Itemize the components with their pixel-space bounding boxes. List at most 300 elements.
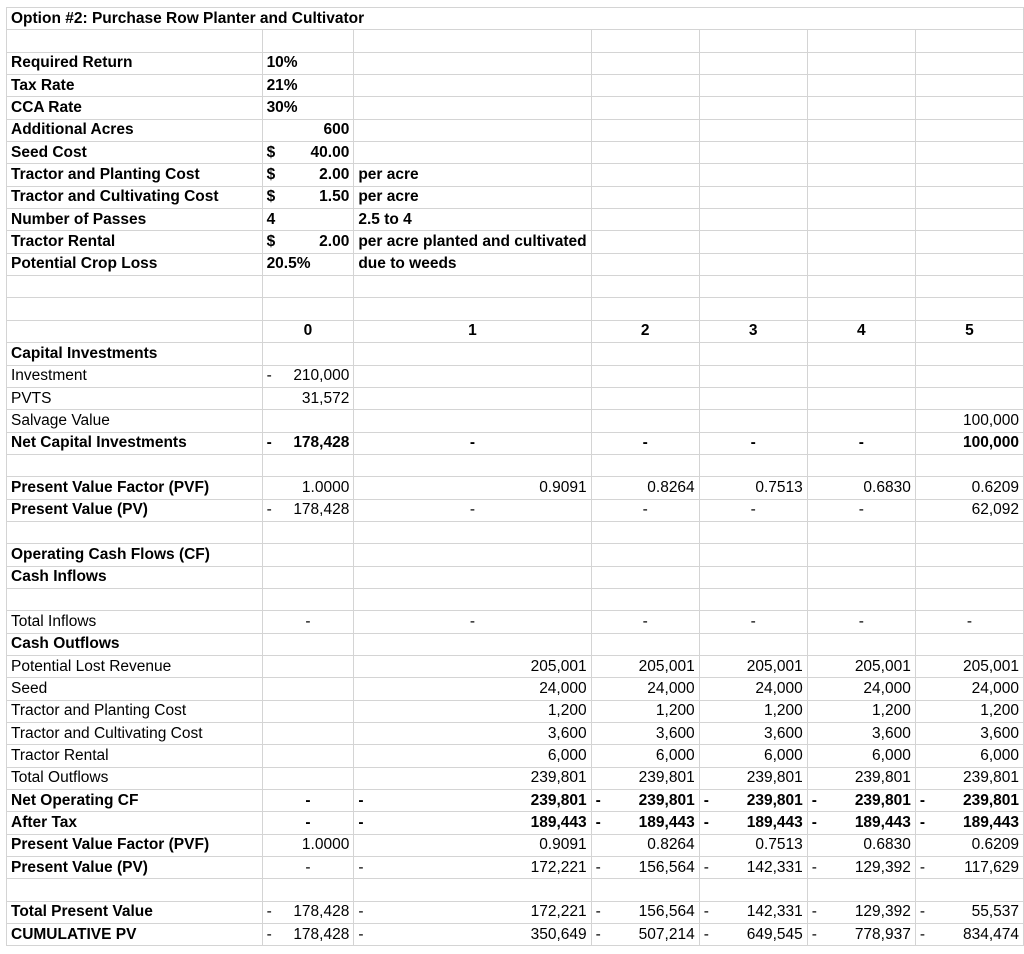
empty-cell[interactable]: [807, 544, 915, 566]
empty-cell[interactable]: [915, 544, 1023, 566]
cell-value: 142,331: [746, 903, 803, 921]
value-cell[interactable]: [699, 723, 807, 745]
empty-cell[interactable]: [699, 119, 807, 141]
value-cell[interactable]: [262, 767, 354, 789]
empty-cell[interactable]: [262, 298, 354, 320]
empty-cell[interactable]: [807, 343, 915, 365]
empty-cell[interactable]: [699, 521, 807, 543]
value-cell[interactable]: [807, 432, 915, 454]
cell-value: 100,000: [962, 434, 1019, 452]
value-cell[interactable]: [915, 745, 1023, 767]
value-cell[interactable]: [262, 901, 354, 923]
table-row: [7, 655, 1024, 677]
value-cell[interactable]: [262, 432, 354, 454]
value-cell[interactable]: [699, 477, 807, 499]
assumption-value[interactable]: [262, 97, 354, 119]
empty-cell[interactable]: [354, 544, 591, 566]
assumption-row: [7, 209, 1024, 231]
value-cell[interactable]: [262, 745, 354, 767]
value-cell[interactable]: [699, 678, 807, 700]
assumption-number: 40.00: [310, 143, 350, 161]
empty-cell[interactable]: [7, 454, 263, 476]
value-cell[interactable]: [591, 790, 699, 812]
value-cell[interactable]: [807, 499, 915, 521]
empty-cell[interactable]: [591, 97, 699, 119]
value-cell[interactable]: [591, 700, 699, 722]
value-cell[interactable]: [354, 901, 591, 923]
value-cell[interactable]: [262, 499, 354, 521]
empty-cell[interactable]: [591, 142, 699, 164]
table-row: [7, 700, 1024, 722]
blank-row: [7, 298, 1024, 320]
empty-cell[interactable]: [699, 30, 807, 52]
value-cell[interactable]: [591, 655, 699, 677]
empty-cell[interactable]: [807, 276, 915, 298]
value-cell[interactable]: [915, 410, 1023, 432]
section-header: Operating Cash Flows (CF): [7, 544, 263, 566]
empty-cell[interactable]: [915, 75, 1023, 97]
value-cell[interactable]: [807, 365, 915, 387]
cell-value: 142,331: [746, 858, 803, 876]
empty-cell[interactable]: [807, 231, 915, 253]
value-cell[interactable]: [262, 790, 354, 812]
value-cell[interactable]: [807, 812, 915, 834]
assumption-row: [7, 231, 1024, 253]
empty-cell[interactable]: [915, 253, 1023, 275]
assumption-label: Tractor Rental: [7, 231, 263, 253]
value-cell[interactable]: [354, 723, 591, 745]
empty-cell[interactable]: [354, 879, 591, 901]
negative-value: [267, 902, 350, 922]
row-label: After Tax: [7, 812, 263, 834]
value-cell[interactable]: [915, 678, 1023, 700]
value-cell[interactable]: [262, 655, 354, 677]
empty-cell[interactable]: [354, 142, 591, 164]
value-cell[interactable]: [699, 410, 807, 432]
value-cell[interactable]: [807, 790, 915, 812]
empty-cell[interactable]: [699, 454, 807, 476]
empty-cell[interactable]: [262, 588, 354, 610]
value-cell[interactable]: [699, 499, 807, 521]
negative-sign: -: [703, 858, 709, 876]
value-cell[interactable]: [807, 745, 915, 767]
value-cell[interactable]: [591, 812, 699, 834]
value-cell[interactable]: [591, 745, 699, 767]
empty-cell[interactable]: [915, 566, 1023, 588]
value-cell[interactable]: [807, 723, 915, 745]
empty-cell[interactable]: [262, 454, 354, 476]
value-cell[interactable]: [699, 834, 807, 856]
empty-cell[interactable]: [915, 298, 1023, 320]
empty-cell[interactable]: [591, 52, 699, 74]
empty-cell[interactable]: [7, 879, 263, 901]
assumption-label: Required Return: [7, 52, 263, 74]
value-cell[interactable]: [591, 432, 699, 454]
row-label: Total Inflows: [7, 611, 263, 633]
value-cell[interactable]: [915, 812, 1023, 834]
empty-cell[interactable]: [915, 164, 1023, 186]
assumption-value[interactable]: [262, 186, 354, 208]
empty-cell[interactable]: [699, 566, 807, 588]
value-cell[interactable]: [262, 723, 354, 745]
empty-cell[interactable]: [807, 298, 915, 320]
empty-cell[interactable]: [354, 588, 591, 610]
value-cell[interactable]: [354, 678, 591, 700]
assumption-value[interactable]: [262, 119, 354, 141]
empty-cell[interactable]: [699, 231, 807, 253]
value-cell[interactable]: [915, 432, 1023, 454]
empty-cell[interactable]: [262, 879, 354, 901]
empty-cell[interactable]: [262, 343, 354, 365]
value-cell[interactable]: [262, 678, 354, 700]
empty-cell[interactable]: [915, 633, 1023, 655]
table-row: [7, 857, 1024, 879]
empty-cell[interactable]: [354, 75, 591, 97]
empty-cell[interactable]: [354, 633, 591, 655]
empty-cell[interactable]: [262, 276, 354, 298]
empty-cell[interactable]: [354, 52, 591, 74]
value-cell[interactable]: [807, 857, 915, 879]
value-cell[interactable]: [262, 700, 354, 722]
empty-cell[interactable]: [699, 52, 807, 74]
cell-value: -: [305, 814, 311, 832]
empty-cell[interactable]: [591, 521, 699, 543]
value-cell[interactable]: [354, 857, 591, 879]
empty-cell[interactable]: [807, 521, 915, 543]
value-cell[interactable]: [354, 611, 591, 633]
empty-cell[interactable]: [262, 633, 354, 655]
value-cell[interactable]: [591, 901, 699, 923]
empty-cell[interactable]: [591, 253, 699, 275]
empty-cell[interactable]: [807, 633, 915, 655]
value-cell[interactable]: [354, 410, 591, 432]
empty-cell[interactable]: [807, 164, 915, 186]
empty-cell[interactable]: [915, 142, 1023, 164]
empty-cell[interactable]: [699, 75, 807, 97]
cell-value: 24,000: [539, 679, 587, 697]
value-cell[interactable]: [354, 745, 591, 767]
empty-cell[interactable]: [591, 879, 699, 901]
value-cell[interactable]: [699, 611, 807, 633]
value-cell[interactable]: [699, 857, 807, 879]
empty-cell[interactable]: [354, 97, 591, 119]
empty-cell[interactable]: [699, 186, 807, 208]
value-cell[interactable]: [354, 387, 591, 409]
assumption-value[interactable]: [262, 231, 354, 253]
empty-cell[interactable]: [591, 633, 699, 655]
empty-cell[interactable]: [699, 588, 807, 610]
value-cell[interactable]: [915, 924, 1023, 946]
cell-value: 3,600: [872, 724, 911, 742]
assumption-value[interactable]: [262, 164, 354, 186]
empty-cell[interactable]: [915, 209, 1023, 231]
value-cell[interactable]: [354, 655, 591, 677]
empty-cell[interactable]: [915, 343, 1023, 365]
value-cell[interactable]: [915, 790, 1023, 812]
negative-sign: -: [811, 791, 817, 809]
assumption-number: 10%: [266, 54, 298, 72]
empty-cell[interactable]: [915, 186, 1023, 208]
empty-cell[interactable]: [354, 298, 591, 320]
value-cell[interactable]: [354, 790, 591, 812]
value-cell[interactable]: [915, 834, 1023, 856]
empty-cell[interactable]: [591, 343, 699, 365]
empty-cell[interactable]: [262, 521, 354, 543]
assumption-value[interactable]: [262, 253, 354, 275]
cell-value: 0.8264: [647, 478, 695, 496]
cell-value: 507,214: [638, 925, 695, 943]
empty-cell[interactable]: [591, 588, 699, 610]
empty-cell[interactable]: [591, 209, 699, 231]
empty-cell[interactable]: [354, 454, 591, 476]
empty-cell[interactable]: [807, 97, 915, 119]
value-cell[interactable]: [591, 834, 699, 856]
empty-cell[interactable]: [7, 298, 263, 320]
empty-cell[interactable]: [915, 454, 1023, 476]
value-cell[interactable]: [699, 700, 807, 722]
cell-value: 0.6830: [863, 836, 911, 854]
empty-cell[interactable]: [915, 276, 1023, 298]
negative-value: [704, 858, 803, 878]
empty-cell[interactable]: [7, 521, 263, 543]
value-cell[interactable]: [591, 924, 699, 946]
empty-cell[interactable]: [591, 164, 699, 186]
assumption-value[interactable]: [262, 52, 354, 74]
value-cell[interactable]: [262, 477, 354, 499]
assumption-number: 21%: [266, 76, 298, 94]
value-cell[interactable]: [915, 477, 1023, 499]
empty-cell[interactable]: [807, 454, 915, 476]
value-cell[interactable]: [915, 700, 1023, 722]
value-cell[interactable]: [807, 834, 915, 856]
value-cell[interactable]: [807, 678, 915, 700]
value-cell[interactable]: [354, 812, 591, 834]
value-cell[interactable]: [807, 655, 915, 677]
empty-cell[interactable]: [262, 544, 354, 566]
empty-cell[interactable]: [807, 566, 915, 588]
empty-cell[interactable]: [7, 276, 263, 298]
empty-cell[interactable]: [354, 521, 591, 543]
assumption-number: 1.50: [319, 188, 350, 206]
table-row: [7, 365, 1024, 387]
value-cell[interactable]: [262, 812, 354, 834]
value-cell[interactable]: [807, 611, 915, 633]
value-cell[interactable]: [699, 655, 807, 677]
empty-cell[interactable]: [262, 30, 354, 52]
value-cell[interactable]: [699, 365, 807, 387]
empty-cell[interactable]: [915, 231, 1023, 253]
empty-cell[interactable]: [699, 633, 807, 655]
currency-cell: [267, 232, 350, 252]
empty-cell[interactable]: [807, 209, 915, 231]
empty-cell[interactable]: [807, 186, 915, 208]
value-cell[interactable]: [262, 410, 354, 432]
value-cell[interactable]: [591, 611, 699, 633]
blank-row: [7, 454, 1024, 476]
cell-value: 189,443: [854, 814, 911, 832]
empty-cell[interactable]: [354, 119, 591, 141]
assumption-value[interactable]: [262, 209, 354, 231]
cell-value: 1,200: [872, 702, 911, 720]
negative-value: [704, 925, 803, 945]
value-cell[interactable]: [915, 901, 1023, 923]
value-cell[interactable]: [807, 700, 915, 722]
blank-row: [7, 30, 1024, 52]
empty-cell[interactable]: [699, 164, 807, 186]
empty-cell[interactable]: [699, 97, 807, 119]
empty-cell[interactable]: [7, 588, 263, 610]
currency-cell: [267, 165, 350, 185]
assumption-value[interactable]: [262, 142, 354, 164]
assumption-value[interactable]: [262, 75, 354, 97]
empty-cell[interactable]: [915, 30, 1023, 52]
value-cell[interactable]: [699, 790, 807, 812]
empty-cell[interactable]: [807, 253, 915, 275]
value-cell[interactable]: [699, 432, 807, 454]
value-cell[interactable]: [354, 477, 591, 499]
empty-cell[interactable]: [591, 276, 699, 298]
value-cell[interactable]: [591, 387, 699, 409]
value-cell[interactable]: [915, 767, 1023, 789]
empty-cell[interactable]: [591, 566, 699, 588]
empty-cell[interactable]: [591, 544, 699, 566]
value-cell[interactable]: [591, 767, 699, 789]
negative-sign: -: [595, 791, 601, 809]
value-cell[interactable]: [699, 901, 807, 923]
value-cell[interactable]: [915, 365, 1023, 387]
empty-cell[interactable]: [807, 30, 915, 52]
empty-cell[interactable]: [915, 521, 1023, 543]
empty-cell[interactable]: [807, 879, 915, 901]
value-cell[interactable]: [354, 924, 591, 946]
value-cell[interactable]: [807, 410, 915, 432]
value-cell[interactable]: [699, 812, 807, 834]
empty-cell[interactable]: [591, 30, 699, 52]
value-cell[interactable]: [591, 678, 699, 700]
value-cell[interactable]: [915, 857, 1023, 879]
cell-value: -: [966, 612, 972, 630]
value-cell[interactable]: [354, 834, 591, 856]
negative-value: [920, 813, 1019, 833]
value-cell[interactable]: [591, 499, 699, 521]
empty-cell[interactable]: [807, 588, 915, 610]
value-cell[interactable]: [699, 767, 807, 789]
empty-cell[interactable]: [699, 879, 807, 901]
value-cell[interactable]: [915, 723, 1023, 745]
negative-sign: -: [919, 858, 926, 876]
empty-cell[interactable]: [807, 119, 915, 141]
empty-cell[interactable]: [699, 544, 807, 566]
value-cell[interactable]: [915, 655, 1023, 677]
value-cell[interactable]: [915, 611, 1023, 633]
empty-cell[interactable]: [807, 52, 915, 74]
empty-cell[interactable]: [591, 119, 699, 141]
value-cell[interactable]: [354, 365, 591, 387]
value-cell[interactable]: [807, 477, 915, 499]
empty-cell[interactable]: [591, 186, 699, 208]
cell-value: 239,801: [530, 791, 587, 809]
value-cell[interactable]: [915, 499, 1023, 521]
row-label: Net Capital Investments: [7, 432, 263, 454]
value-cell[interactable]: [699, 924, 807, 946]
value-cell[interactable]: [354, 700, 591, 722]
value-cell[interactable]: [591, 723, 699, 745]
empty-cell[interactable]: [915, 52, 1023, 74]
cell-value: -: [642, 501, 648, 519]
empty-cell[interactable]: [699, 298, 807, 320]
empty-cell[interactable]: [915, 879, 1023, 901]
empty-cell[interactable]: [354, 276, 591, 298]
value-cell[interactable]: [915, 387, 1023, 409]
empty-cell[interactable]: [915, 119, 1023, 141]
table-row: [7, 611, 1024, 633]
value-cell[interactable]: [354, 767, 591, 789]
value-cell[interactable]: [262, 834, 354, 856]
empty-cell[interactable]: [354, 30, 591, 52]
value-cell[interactable]: [807, 387, 915, 409]
empty-cell[interactable]: [915, 588, 1023, 610]
value-cell[interactable]: [807, 901, 915, 923]
value-cell[interactable]: [591, 477, 699, 499]
negative-value: [267, 366, 350, 386]
empty-cell[interactable]: [354, 343, 591, 365]
empty-cell[interactable]: [807, 75, 915, 97]
value-cell[interactable]: [262, 924, 354, 946]
value-cell[interactable]: [591, 365, 699, 387]
value-cell[interactable]: [699, 387, 807, 409]
assumption-number: 4: [266, 210, 276, 228]
negative-sign: -: [595, 858, 601, 876]
empty-cell[interactable]: [591, 231, 699, 253]
cell-value: 1,200: [980, 702, 1019, 720]
empty-cell[interactable]: [591, 75, 699, 97]
value-cell[interactable]: [807, 767, 915, 789]
cell-value: 0.9091: [539, 478, 587, 496]
value-cell[interactable]: [699, 745, 807, 767]
cell-value: 178,428: [293, 903, 350, 921]
value-cell[interactable]: [591, 857, 699, 879]
empty-cell[interactable]: [7, 320, 263, 342]
empty-cell[interactable]: [7, 30, 263, 52]
cell-value: 350,649: [530, 925, 587, 943]
value-cell[interactable]: [354, 432, 591, 454]
value-cell[interactable]: [262, 857, 354, 879]
empty-cell[interactable]: [354, 566, 591, 588]
negative-sign: -: [595, 925, 601, 943]
empty-cell[interactable]: [699, 142, 807, 164]
value-cell[interactable]: [591, 410, 699, 432]
value-cell[interactable]: [262, 387, 354, 409]
empty-cell[interactable]: [699, 253, 807, 275]
empty-cell[interactable]: [591, 454, 699, 476]
empty-cell[interactable]: [591, 298, 699, 320]
value-cell[interactable]: [262, 611, 354, 633]
empty-cell[interactable]: [699, 276, 807, 298]
table-row: [7, 834, 1024, 856]
empty-cell[interactable]: [915, 97, 1023, 119]
empty-cell[interactable]: [699, 209, 807, 231]
cell-value: -: [469, 434, 476, 452]
empty-cell[interactable]: [807, 142, 915, 164]
negative-value: [358, 791, 586, 811]
value-cell[interactable]: [807, 924, 915, 946]
row-label: Potential Lost Revenue: [7, 655, 263, 677]
empty-cell[interactable]: [262, 566, 354, 588]
value-cell[interactable]: [354, 499, 591, 521]
empty-cell[interactable]: [699, 343, 807, 365]
cell-value: 239,801: [638, 769, 695, 787]
value-cell[interactable]: [262, 365, 354, 387]
